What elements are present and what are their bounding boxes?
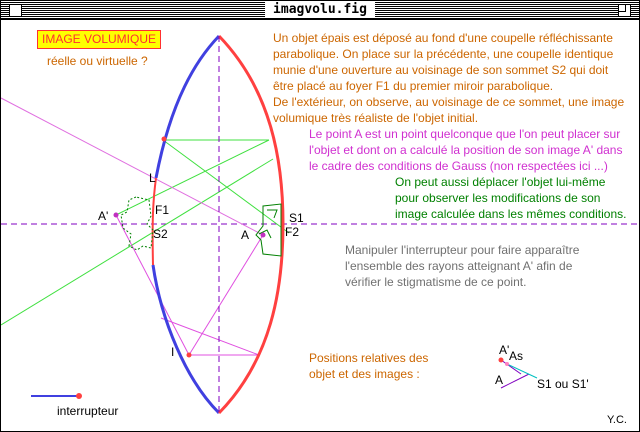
description-gray-line: Manipuler l'interrupteur pour faire apparaître: [345, 243, 580, 257]
ray-magenta-5: [161, 318, 259, 355]
description-orange-line: parabolique. On place sur la précédente, une coupelle identique: [273, 47, 614, 61]
point-A-prime: [114, 213, 119, 218]
figure-canvas: [1, 20, 639, 431]
description-magenta-line: l'objet et dont on a calculé la position de son image A' dans: [309, 143, 623, 157]
title-badge: IMAGE VOLUMIQUE: [37, 30, 161, 49]
credit: Y.C.: [607, 414, 627, 426]
label-L: L: [149, 171, 156, 185]
legend-vector-A-As: [501, 374, 529, 388]
description-orange-line: volumique très réaliste de l'objet initial.: [273, 111, 479, 125]
positions-caption-line: Positions relatives des: [309, 351, 429, 365]
point-A[interactable]: [261, 233, 266, 238]
legend-point-A-prime: [499, 358, 504, 363]
legend-vector-cyan: [507, 364, 537, 378]
description-magenta-line: le cadre des conditions de Gauss (non respectées ici ...): [309, 159, 608, 173]
description-orange-line: munie d'une ouverture au voisinage de son sommet S2 qui doit: [273, 63, 609, 77]
legend-label-A: A: [495, 373, 504, 387]
switch-knob[interactable]: [76, 393, 82, 399]
close-box-icon[interactable]: [9, 4, 22, 17]
label-A-prime: A': [98, 209, 109, 223]
ray-magenta-2: [189, 235, 263, 355]
label-S2: S2: [153, 227, 168, 241]
ray-green-4: [116, 140, 269, 215]
label-F2: F2: [285, 225, 300, 239]
upper-mirror-left: [156, 36, 219, 178]
description-magenta: [309, 126, 622, 174]
description-gray-line: l'ensemble des rayons atteignant A' afin de: [345, 259, 573, 273]
description-green-line: On peut aussi déplacer l'objet lui-même: [395, 175, 606, 189]
switch-label: interrupteur: [57, 404, 119, 418]
description-green-line: image calculée dans les mêmes conditions.: [395, 207, 627, 221]
ray-green-3: [163, 140, 289, 233]
description-orange-line: De l'extérieur, on observe, au voisinage de ce sommet, une image: [273, 95, 625, 109]
legend-label-A-prime: A': [499, 343, 510, 357]
description-orange-line: être placé au foyer F1 du premier miroir parabolique.: [273, 79, 554, 93]
label-I: I: [171, 345, 175, 359]
positions-caption: [309, 350, 428, 382]
ray-green-1: [1, 159, 273, 325]
positions-caption-line: objet et des images :: [309, 367, 420, 381]
lower-mirror-left: [153, 265, 219, 413]
ray-magenta-1: [1, 98, 263, 235]
title-bar[interactable]: [1, 1, 639, 20]
zoom-box-icon[interactable]: [618, 4, 631, 17]
subtitle: réelle ou virtuelle ?: [47, 54, 148, 68]
label-S1: S1: [289, 211, 304, 225]
description-magenta-line: Le point A est un point quelconque que l'on peut placer sur: [309, 127, 621, 141]
legend-label-S1: S1 ou S1': [537, 377, 589, 391]
description-green-line: pour observer les modifications de son: [395, 191, 601, 205]
label-A: A: [241, 228, 250, 242]
window-title: imagvolu.fig: [265, 2, 375, 18]
description-orange: [273, 30, 624, 126]
left-mirror-center: [153, 178, 156, 265]
description-gray: [345, 242, 579, 290]
label-F1: F1: [155, 203, 170, 217]
description-green: [395, 174, 626, 222]
description-gray-line: vérifier le stigmatisme de ce point.: [345, 275, 527, 289]
legend-label-As: As: [509, 349, 524, 363]
mirror-edge-point-lower[interactable]: [187, 353, 192, 358]
description-orange-line: Un objet épais est déposé au fond d'une coupelle réfléchissante: [273, 31, 613, 45]
mirror-edge-point-upper[interactable]: [162, 137, 167, 142]
